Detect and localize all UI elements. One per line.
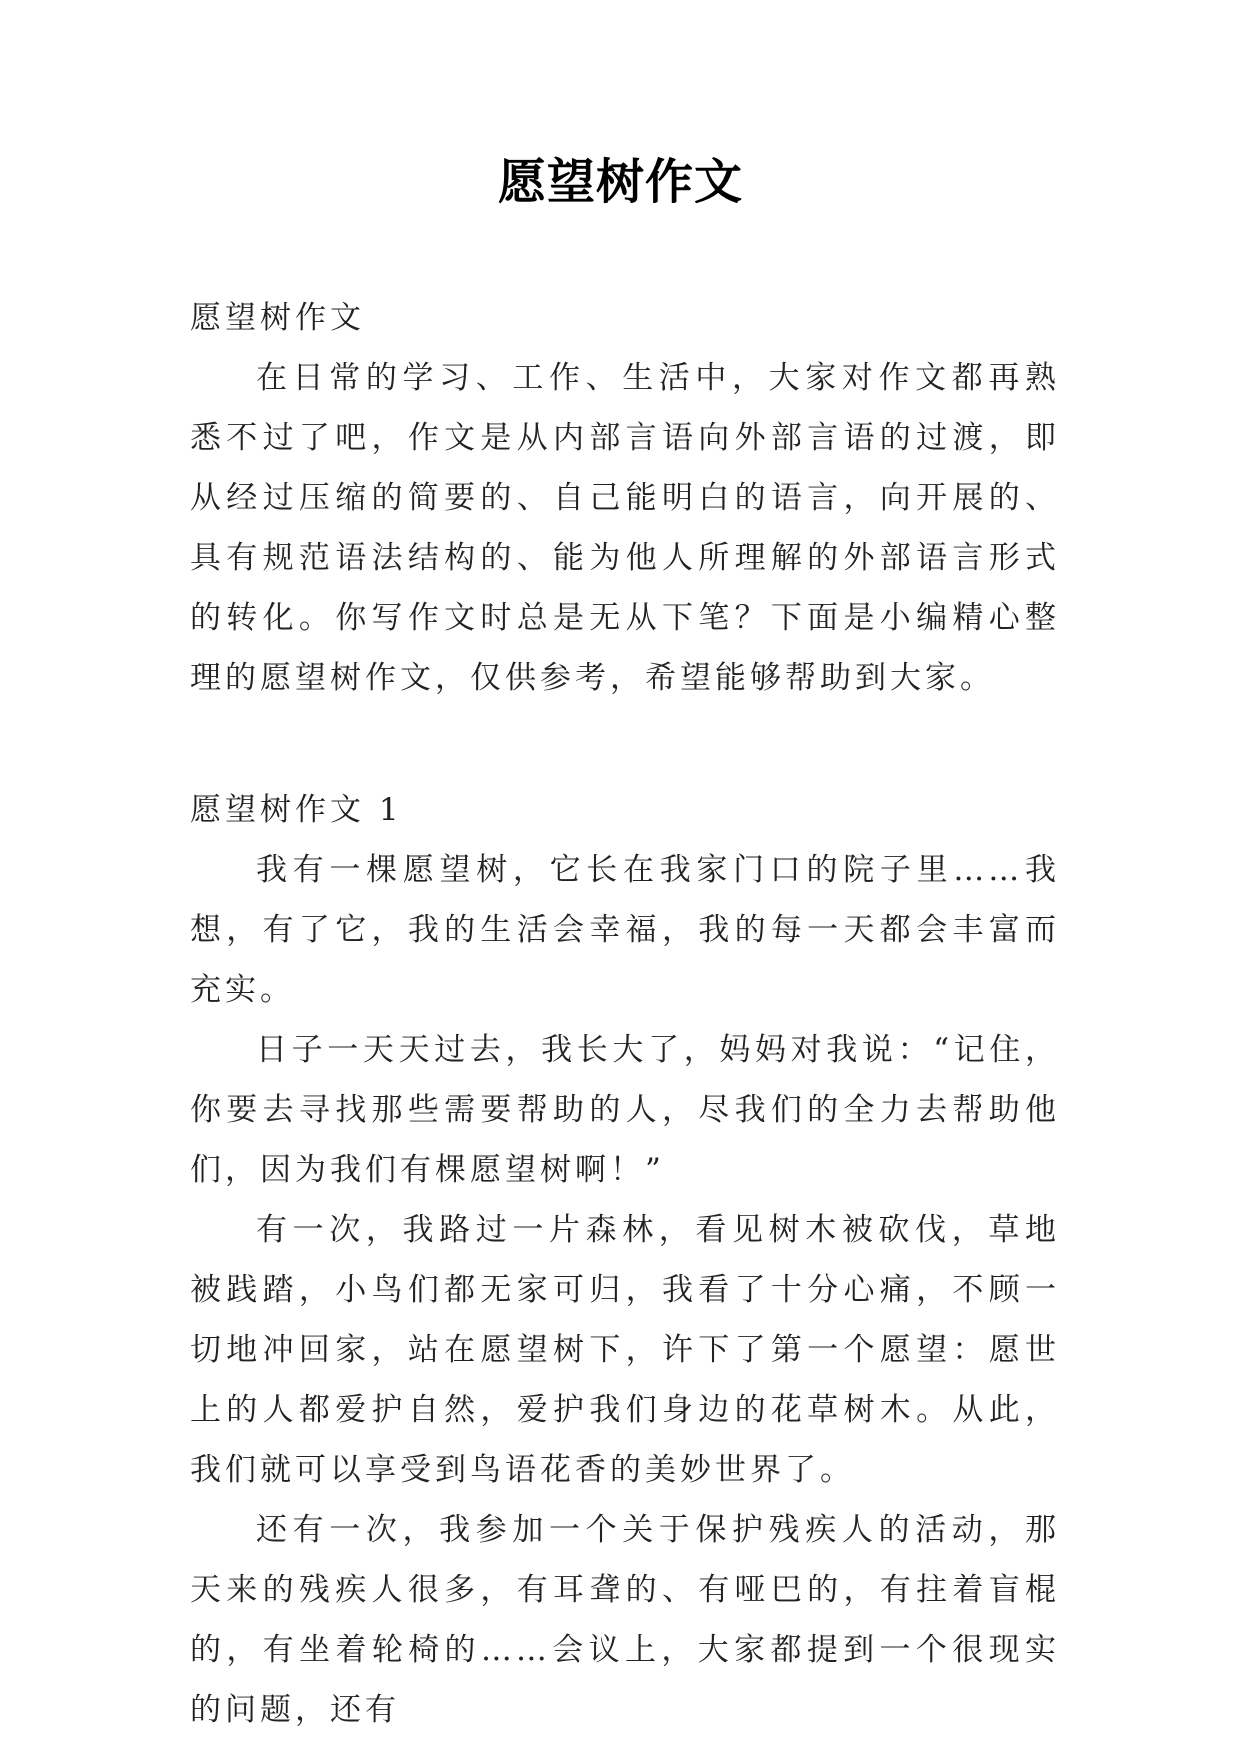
essay1-paragraph: 有一次，我路过一片森林，看见树木被砍伐，草地被践踏，小鸟们都无家可归，我看了十分心痛，不顾一切地冲回家，站在愿望树下，许下了第一个愿望：愿世上的人都爱护自然，爱护我们身边的花草树木。从此，我们就可以享受到鸟语花香的美妙世界了。 (190, 1212, 1060, 1488)
document-title: 愿望树作文 (497, 154, 743, 210)
section-spacer (190, 708, 1060, 780)
essay1-heading: 愿望树作文 1 (190, 792, 403, 828)
intro-paragraph: 在日常的学习、工作、生活中，大家对作文都再熟悉不过了吧，作文是从内部言语向外部言语的过渡，即从经过压缩的简要的、自己能明白的语言，向开展的、具有规范语法结构的、能为他人所理解的外部语言形式的转化。你写作文时总是无从下笔？下面是小编精心整理的愿望树作文，仅供参考，希望能够帮助到大家。 (190, 360, 1060, 696)
intro-heading: 愿望树作文 (190, 300, 365, 336)
essay1-paragraph: 日子一天天过去，我长大了，妈妈对我说：“记住，你要去寻找那些需要帮助的人，尽我们的全力去帮助他们，因为我们有棵愿望树啊！” (190, 1032, 1060, 1188)
essay1-paragraph: 还有一次，我参加一个关于保护残疾人的活动，那天来的残疾人很多，有耳聋的、有哑巴的，有拄着盲棍的，有坐着轮椅的……会议上，大家都提到一个很现实的问题，还有 (190, 1512, 1060, 1728)
essay1-paragraph: 我有一棵愿望树，它长在我家门口的院子里……我想，有了它，我的生活会幸福，我的每一天都会丰富而充实。 (190, 852, 1060, 1008)
document-body (190, 288, 1060, 1740)
